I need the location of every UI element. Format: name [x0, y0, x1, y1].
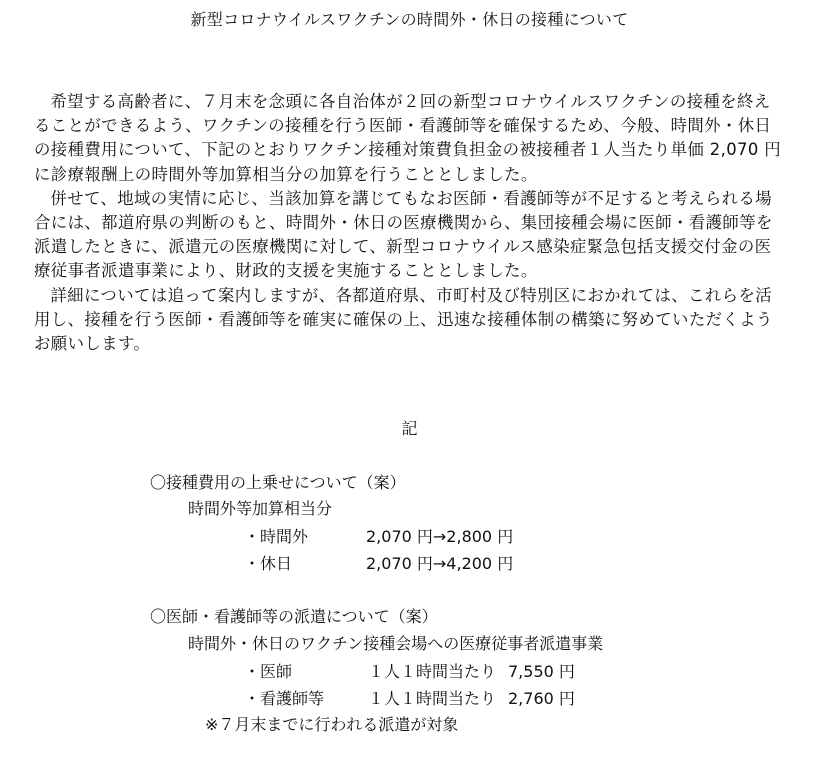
section-1-title: 〇接種費用の上乗せについて（案）	[150, 473, 406, 492]
section-2-note: ※７月末までに行われる派遣が対象	[205, 715, 459, 734]
ki-heading: 記	[401, 419, 418, 438]
paragraph-1: 希望する高齢者に、７月末を念頭に各自治体が２回の新型コロナウイルスワクチンの接種を終えることができるよう、ワクチンの接種を行う医師・看護師等を確保するため、今般、時間外・休日の接種費用について、下記のとおりワクチン接種対策費負担金の被接種者１人当たり単価 2,070 円に診療報酬上の時間外等加算相当分の加算を行うこととしました。	[34, 92, 782, 184]
document-title: 新型コロナウイルスワクチンの時間外・休日の接種について	[190, 10, 629, 29]
item-per: １人１時間当たり	[368, 689, 497, 708]
item-label: ・看護師等	[244, 689, 325, 708]
section-2-item-doctor	[244, 661, 575, 683]
paragraph-3: 詳細については追って案内しますが、各都道府県、市町村及び特別区におかれては、これらを活用し、接種を行う医師・看護師等を確実に確保の上、迅速な接種体制の構築に努めていただくようお願いします。	[34, 285, 773, 354]
section-1-item-overtime	[244, 526, 513, 548]
item-label: ・時間外	[244, 527, 309, 546]
section-2-item-nurse	[244, 688, 575, 710]
section-2-title: 〇医師・看護師等の派遣について（案）	[150, 607, 438, 626]
paragraph-2: 併せて、地域の実情に応じ、当該加算を講じてもなお医師・看護師等が不足すると考えられる場合には、都道府県の判断のもと、時間外・休日の医療機関から、集団接種会場に医師・看護師等を派遣したときに、派遣元の医療機関に対して、新型コロナウイルス感染症緊急包括支援交付金の医療従事者派遣事業により、財政的支援を実施することとしました。	[34, 188, 773, 281]
item-value: 7,550 円	[508, 662, 575, 681]
section-2-subtitle: 時間外・休日のワクチン接種会場への医療従事者派遣事業	[188, 634, 604, 653]
section-1-item-holiday	[244, 553, 513, 575]
section-1-subtitle: 時間外等加算相当分	[188, 499, 333, 518]
item-value: 2,760 円	[508, 689, 575, 708]
item-value: 2,070 円→2,800 円	[366, 527, 514, 546]
item-per: １人１時間当たり	[368, 662, 497, 681]
item-label: ・医師	[244, 662, 293, 681]
item-value: 2,070 円→4,200 円	[366, 554, 514, 573]
body-text	[34, 90, 784, 356]
item-label: ・休日	[244, 554, 293, 573]
